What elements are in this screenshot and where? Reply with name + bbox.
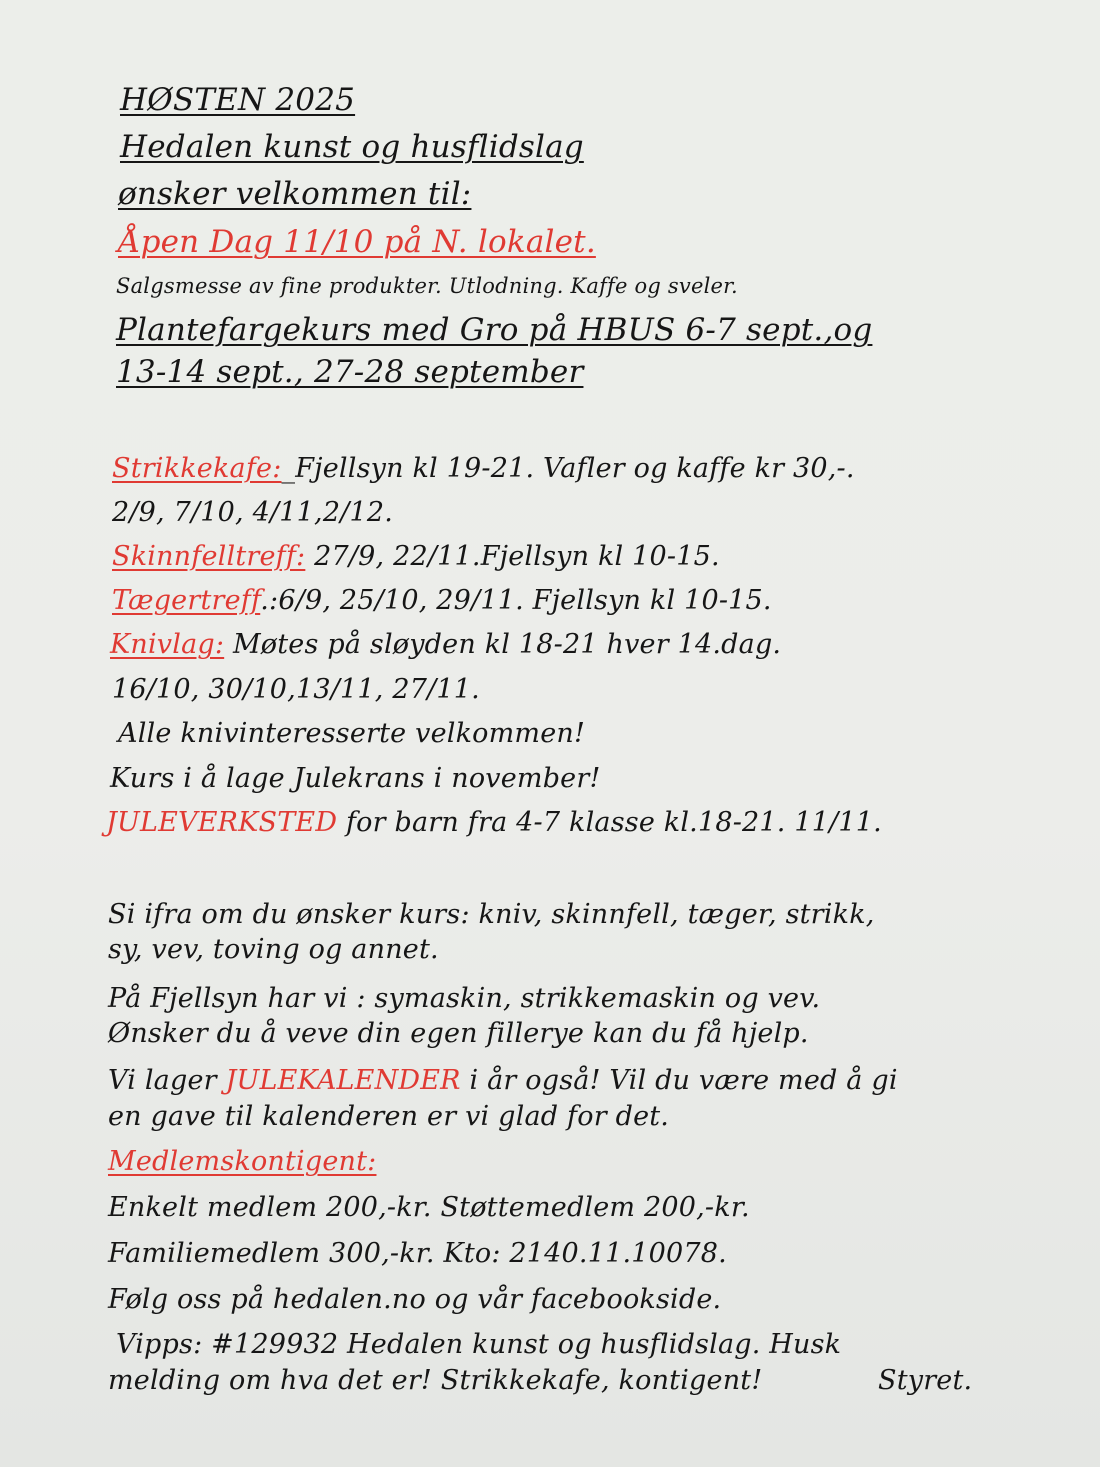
skinnfell-text: 27/9, 22/11.Fjellsyn kl 10-15. [305, 541, 720, 572]
open-day-title: Åpen Dag 11/10 på N. lokalet. [118, 224, 596, 260]
taeger-line [112, 584, 772, 618]
equipment-line-2: Ønsker du å veve din egen fillerye kan du få hjelp. [108, 1018, 809, 1049]
knivlag-welcome: Alle knivinteresserte velkommen! [118, 718, 586, 749]
follow-line: Følg oss på hedalen.no og vår facebookside. [108, 1284, 722, 1315]
membership-line-1: Enkelt medlem 200,-kr. Støttemedlem 200,-kr. [108, 1192, 750, 1223]
taeger-text: .:6/9, 25/10, 29/11. Fjellsyn kl 10-15. [260, 585, 772, 616]
signature: Styret. [878, 1365, 973, 1396]
juleverksted-text: for barn fra 4-7 klasse kl.18-21. 11/11. [337, 807, 882, 838]
strikkekafe-dates: 2/9, 7/10, 4/11,2/12. [112, 497, 394, 528]
taeger-label: Tægertreff [112, 585, 261, 616]
knivlag-text: Møtes på sløyden kl 18-21 hver 14.dag. [224, 629, 782, 660]
season-heading: HØSTEN 2025 [120, 82, 356, 118]
calendar-line-2: en gave til kalenderen er vi glad for det. [108, 1101, 670, 1132]
membership-label: Medlemskontigent: [108, 1146, 377, 1177]
membership-line-2: Familiemedlem 300,-kr. Kto: 2140.11.10078. [108, 1238, 727, 1269]
calendar-pre: Vi lager [108, 1065, 226, 1096]
knivlag-dates: 16/10, 30/10,13/11, 27/11. [112, 674, 480, 705]
welcome-text: ønsker velkommen til: [118, 176, 472, 212]
dye-course-line-1: Plantefargekurs med Gro på HBUS 6-7 sept.,og [116, 312, 873, 348]
strikkekafe-line [112, 452, 855, 486]
courses-line-2: sy, vev, toving og annet. [108, 934, 439, 965]
vipps-line-2: melding om hva det er! Strikkekafe, kontigent! [108, 1365, 763, 1396]
courses-line-1: Si ifra om du ønsker kurs: kniv, skinnfell, tæger, strikk, [108, 899, 875, 930]
calendar-line-1 [108, 1064, 898, 1098]
strikkekafe-text: _Fjellsyn kl 19-21. Vafler og kaffe kr 30,-. [281, 453, 855, 484]
strikkekafe-label: Strikkekafe: [112, 453, 282, 484]
equipment-line-1: På Fjellsyn har vi : symaskin, strikkemaskin og vev. [108, 983, 821, 1014]
knivlag-line [110, 628, 781, 662]
open-day-details: Salgsmesse av fine produkter. Utlodning. Kaffe og sveler. [116, 274, 738, 298]
skinnfell-line [112, 540, 720, 574]
knivlag-label: Knivlag: [110, 629, 225, 660]
dye-course-line-2: 13-14 sept., 27-28 september [116, 354, 584, 390]
julekrans-line: Kurs i å lage Julekrans i november! [110, 763, 601, 794]
juleverksted-label: JULEVERKSTED [106, 807, 338, 838]
org-name: Hedalen kunst og husflidslag [120, 129, 584, 165]
vipps-line-1: Vipps: #129932 Hedalen kunst og husflidslag. Husk [116, 1329, 842, 1360]
calendar-post: i år også! Vil du være med å gi [460, 1065, 898, 1096]
juleverksted-line [106, 806, 882, 840]
calendar-label: JULEKALENDER [225, 1065, 461, 1096]
skinnfell-label: Skinnfelltreff: [112, 541, 306, 572]
